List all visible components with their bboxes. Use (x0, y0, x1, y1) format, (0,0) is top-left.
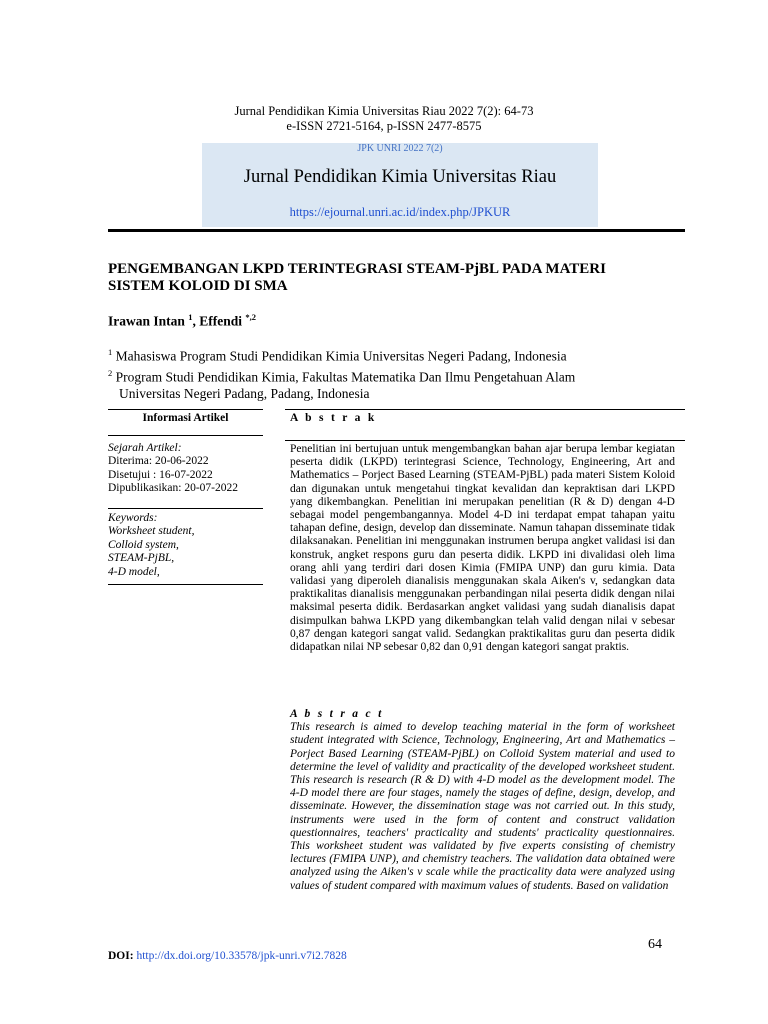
affiliation-1: $^1$ Mahasiswa Program Studi Pendidikan Kimia Universitas Negeri Padang, Indonesia (108, 347, 567, 364)
affiliation-2-cont: Universitas Negeri Padang, Padang, Indonesia (119, 386, 370, 401)
history-label: Sejarah Artikel: (108, 442, 182, 454)
doi-link[interactable]: http://dx.doi.org/10.33578/jpk-unri.v7i2.7828 (136, 950, 347, 962)
abstract-english-text: This research is aimed to develop teaching material in the form of worksheet student integrated with Science, Technology, Engineering, Art and Mathematics – Porject Based Learning (STEAM-PjBL) on Colloid System material and used to determine the level of validity and practicality of the developed worksheet student. This research is research (R & D) with 4-D model as the development model. The 4-D model there are four stages, namely the stages of define, design, develop, and disseminate. However, the dissemination stage was not carried out. In this study, instruments were used in the form of content and construct validation questionnaires, teachers' practicality and students' practicality questionnaires. This worksheet student was validated by five experts consisting of chemistry lectures (FMIPA UNP), and chemistry teachers. The validation data obtained were analyzed using the Aiken's v scale while the practicality data were analyzed using values of student compared with maximum values of students. Based on validation (290, 721, 675, 892)
header-divider (108, 229, 685, 232)
revised-date: Disetujui : 16-07-2022 (108, 468, 213, 481)
info-heading: Informasi Artikel (142, 412, 229, 424)
affiliation-2: $^2$ Program Studi Pendidikan Kimia, Fakultas Matematika Dan Ilmu Pengetahuan Alam (108, 367, 576, 384)
doi-line (108, 950, 347, 962)
doi-label: DOI: (108, 950, 134, 962)
keyword-item: Worksheet student, (108, 525, 195, 538)
keyword-item: Colloid system, (108, 538, 179, 551)
author-name: Irawan Intan (108, 313, 185, 329)
journal-citation (0, 104, 768, 134)
abstract-indonesian: Penelitian ini bertujuan untuk mengembangkan bahan ajar berupa lembar kegiatan peserta didik (LKPD) terintegrasi Science, Technology, Engineering, Art and Mathematics – Porject Based Learning (STEAM-PjBL) pada materi Sistem Koloid dan digunakan untuk mengetahui tingkat kevalidan dan kepraktisan dari LKPD yang dikembangkan. Penelitian ini merupakan penelitian (R & D) dengan 4-D sebagai model pengembangannya. Model 4-D ini terdapat empat tahapan yaitu tahapan define, design, develop dan disseminate. Namun tahapan disseminate tidak dilaksanakan. Penelitian ini menggunakan instrumen berupa angket validasi isi dan konstruk, angket respons guru dan peserta didik. LKPD ini divalidasi oleh lima orang ahli yang terdiri dari dosen Kimia (FMIPA UNP) dan guru kimia. Data validasi yang diperoleh dianalisis menggunakan skala Aiken's v, sedangkan data praktikalitas dianalisis menggunakan perbandingan nilai peserta didik dengan nilai maksimal peserta didik. Berdasarkan angket validasi yang sudah dianalisis dapat disimpulkan bahwa LKPD yang dikembangkan telah valid dengan nilai v sebesar 0,87 dengan kategori sangat valid. Sedangkan praktikalitas guru dan peserta didik didapatkan nilai NP sebesar 0,82 dan 0,91 dengan kategori sangat praktis. (290, 443, 675, 654)
author-list: Irawan Intan $^1$, Effendi $^{*,2}$ (108, 312, 257, 329)
published-date: Dipublikasikan: 20-07-2022 (108, 482, 238, 495)
history-rule (108, 508, 263, 509)
keywords-block (108, 512, 263, 579)
issn-line: e-ISSN 2721-5164, p-ISSN 2477-8575 (286, 119, 482, 133)
info-head-rule (108, 435, 263, 436)
abstract-top-rule (285, 409, 685, 410)
author-superscript: 1 (188, 312, 193, 322)
affiliations (108, 344, 698, 402)
title-line-2: SISTEM KOLOID DI SMA (108, 278, 288, 294)
volume-label: JPK UNRI 2022 7(2) (357, 143, 443, 154)
abstract-english (290, 708, 675, 893)
author-name: Effendi (199, 313, 243, 329)
article-title (108, 261, 688, 295)
author-superscript: *,2 (245, 312, 257, 322)
journal-url-link[interactable]: https://ejournal.unri.ac.id/index.php/JPKUR (289, 205, 511, 219)
journal-name: Jurnal Pendidikan Kimia Universitas Riau (243, 167, 557, 187)
abstract-head-rule (285, 440, 685, 441)
keyword-item: 4-D model, (108, 565, 160, 578)
keywords-label: Keywords: (108, 512, 158, 524)
abstract-english-heading: A b s t r a c t (290, 708, 384, 720)
citation-line: Jurnal Pendidikan Kimia Universitas Riau 2022 7(2): 64-73 (234, 104, 534, 118)
title-line-1: PENGEMBANGAN LKPD TERINTEGRASI STEAM-PjBL PADA MATERI (108, 261, 606, 277)
page-number: 64 (648, 937, 662, 952)
keyword-item: STEAM-PjBL, (108, 552, 175, 565)
abstract-heading: A b s t r a k (290, 412, 377, 424)
info-top-rule (108, 409, 263, 410)
received-date: Diterima: 20-06-2022 (108, 455, 209, 468)
keywords-rule (108, 584, 263, 585)
journal-banner (202, 143, 598, 227)
article-history (108, 442, 263, 496)
